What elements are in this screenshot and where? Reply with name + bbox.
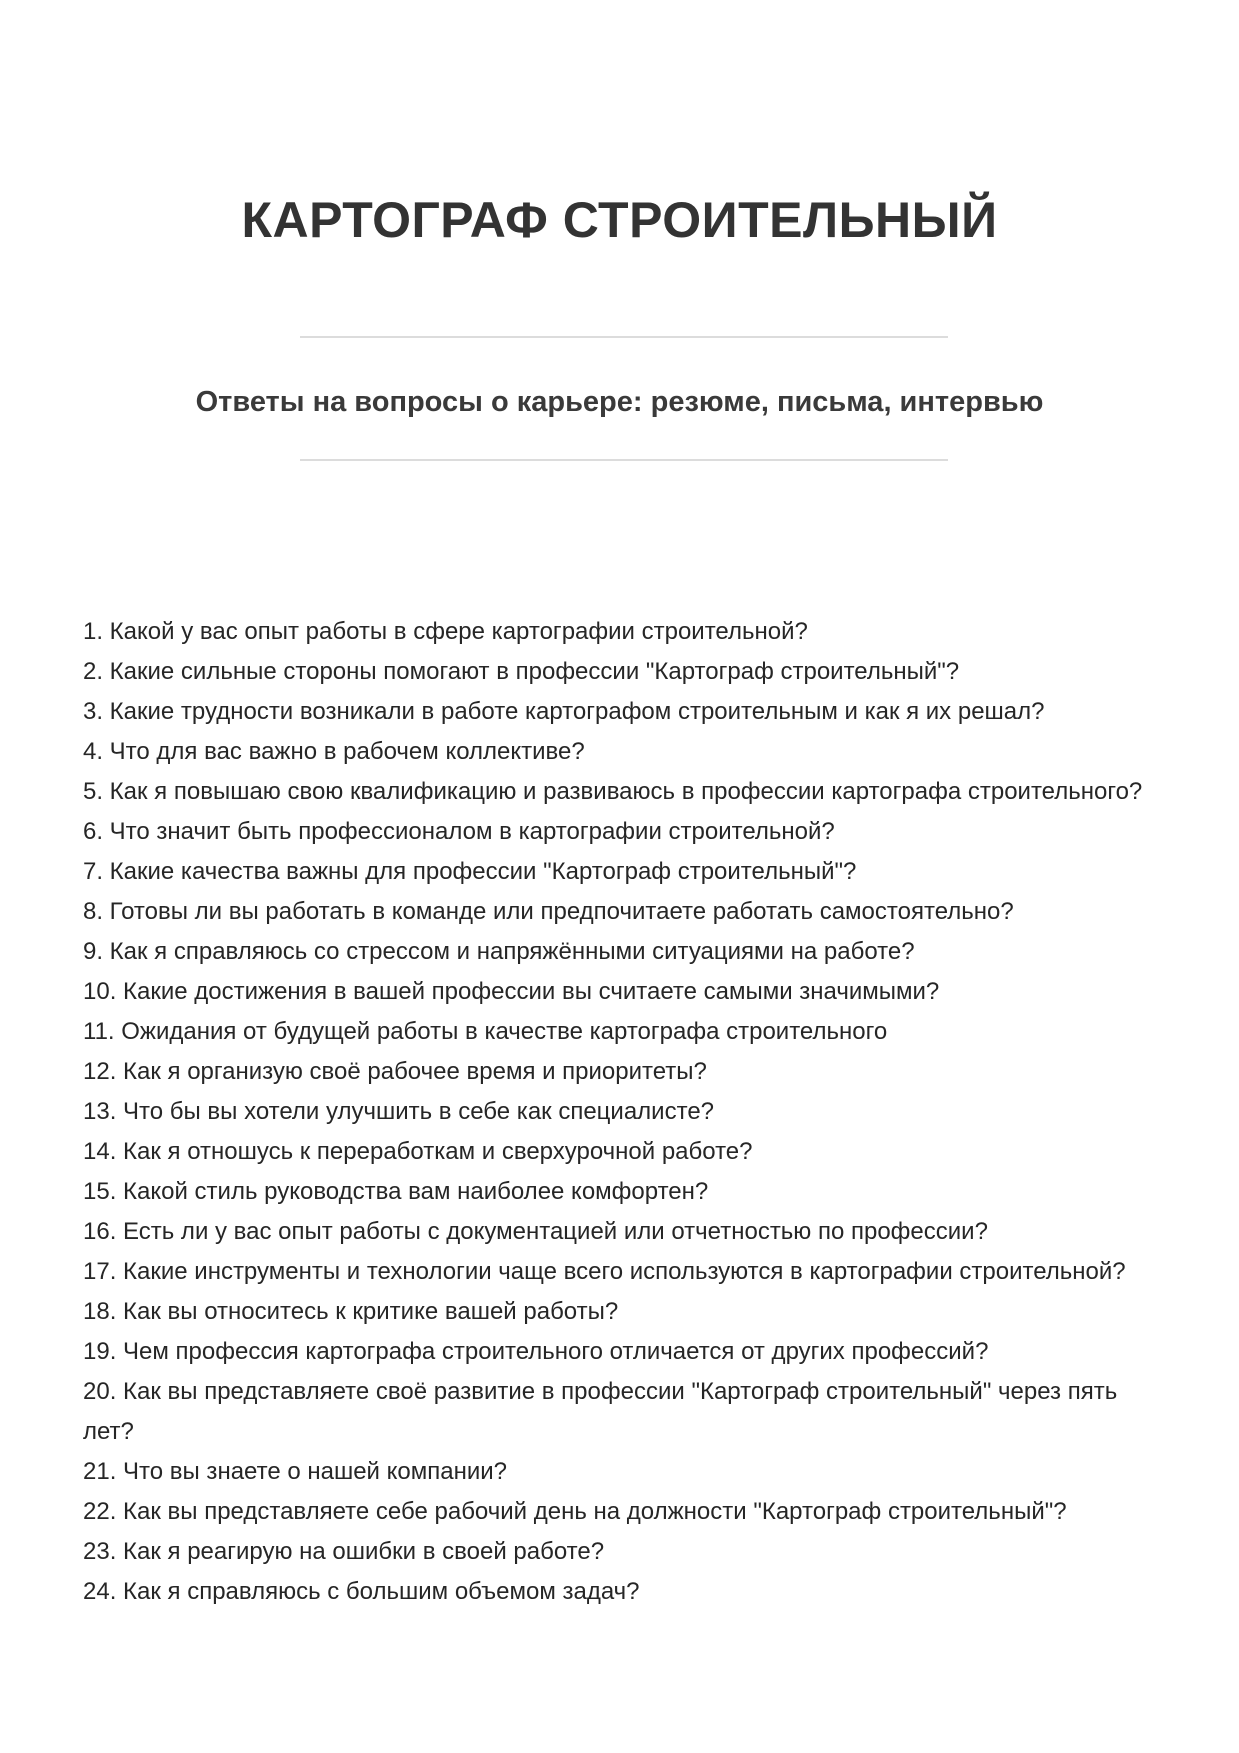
question-item: 8. Готовы ли вы работать в команде или предпочитаете работать самостоятельно? bbox=[83, 898, 1014, 925]
question-item: 24. Как я справляюсь с большим объемом задач? bbox=[83, 1578, 640, 1605]
question-item: 17. Какие инструменты и технологии чаще всего используются в картографии строительной? bbox=[83, 1258, 1126, 1285]
question-item: 16. Есть ли у вас опыт работы с документацией или отчетностью по профессии? bbox=[83, 1218, 988, 1245]
question-item: 5. Как я повышаю свою квалификацию и развиваюсь в профессии картографа строительного? bbox=[83, 778, 1143, 805]
divider-top bbox=[300, 336, 948, 338]
question-item: 14. Как я отношусь к переработкам и сверхурочной работе? bbox=[83, 1138, 753, 1165]
question-item: 18. Как вы относитесь к критике вашей работы? bbox=[83, 1298, 619, 1325]
question-item: 6. Что значит быть профессионалом в картографии строительной? bbox=[83, 818, 835, 845]
question-item: 22. Как вы представляете себе рабочий день на должности "Картограф строительный"? bbox=[83, 1498, 1067, 1525]
question-item: 15. Какой стиль руководства вам наиболее комфортен? bbox=[83, 1178, 709, 1205]
question-item: 4. Что для вас важно в рабочем коллективе? bbox=[83, 738, 585, 765]
question-item: 1. Какой у вас опыт работы в сфере картографии строительной? bbox=[83, 618, 808, 645]
question-item: 21. Что вы знаете о нашей компании? bbox=[83, 1458, 507, 1485]
question-item: 19. Чем профессия картографа строительного отличается от других профессий? bbox=[83, 1338, 989, 1365]
divider-bottom bbox=[300, 459, 948, 461]
question-item: 12. Как я организую своё рабочее время и приоритеты? bbox=[83, 1058, 707, 1085]
question-item: 3. Какие трудности возникали в работе картографом строительным и как я их решал? bbox=[83, 698, 1045, 725]
question-item: 11. Ожидания от будущей работы в качестве картографа строительного bbox=[83, 1018, 888, 1045]
question-item: 2. Какие сильные стороны помогают в профессии "Картограф строительный"? bbox=[83, 658, 960, 685]
page-title: КАРТОГРАФ СТРОИТЕЛЬНЫЙ bbox=[241, 192, 998, 248]
question-item: 9. Как я справляюсь со стрессом и напряжёнными ситуациями на работе? bbox=[83, 938, 915, 965]
question-item: 7. Какие качества важны для профессии "Картограф строительный"? bbox=[83, 858, 857, 885]
question-item: 23. Как я реагирую на ошибки в своей работе? bbox=[83, 1538, 605, 1565]
question-item: 10. Какие достижения в вашей профессии вы считаете самыми значимыми? bbox=[83, 978, 940, 1005]
questions-list bbox=[83, 612, 1163, 1612]
page-subtitle: Ответы на вопросы о карьере: резюме, письма, интервью bbox=[195, 386, 1044, 418]
question-item: 13. Что бы вы хотели улучшить в себе как специалисте? bbox=[83, 1098, 715, 1125]
question-item: 20. Как вы представляете своё развитие в профессии "Картограф строительный" через пять лет? bbox=[83, 1378, 1118, 1445]
